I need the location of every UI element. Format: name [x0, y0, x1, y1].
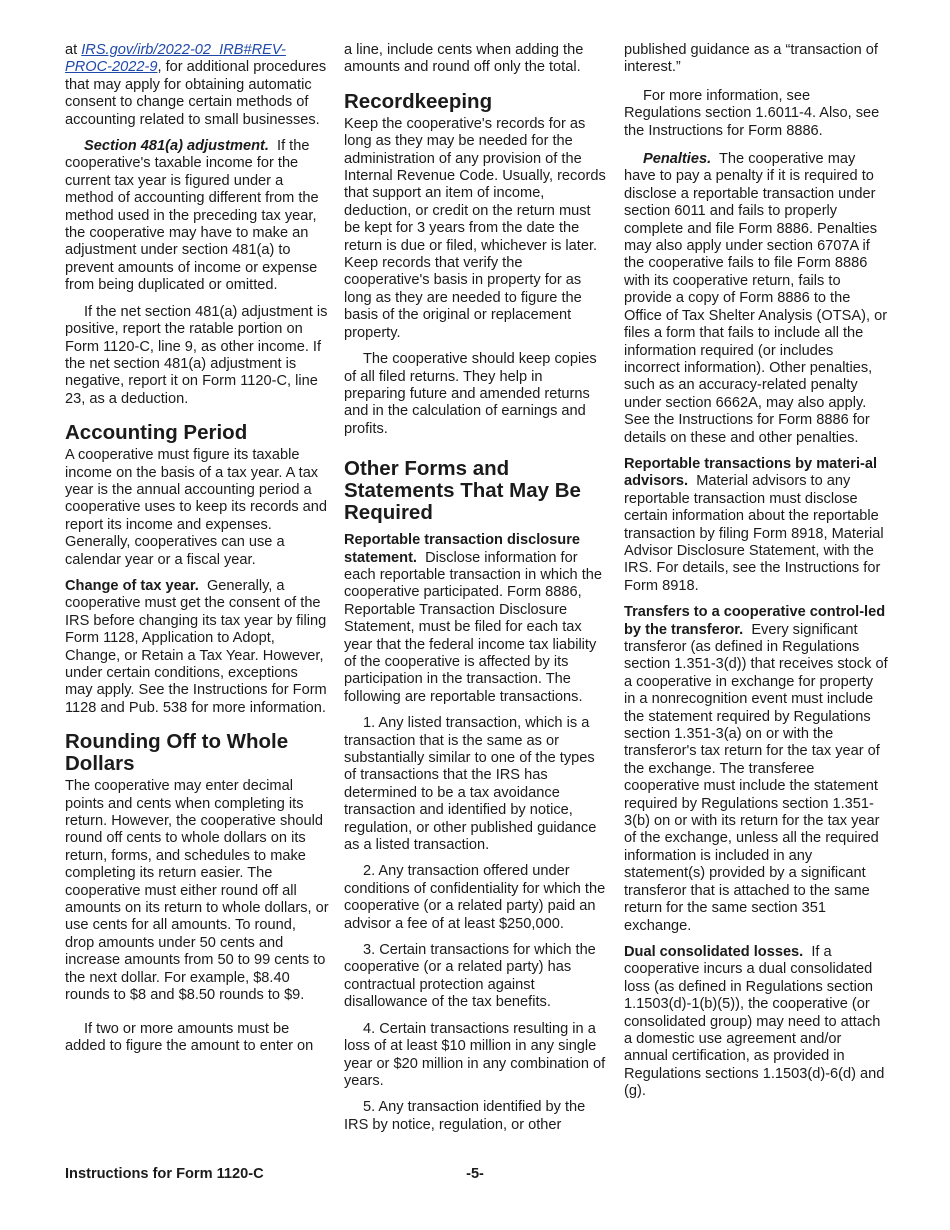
run-in-heading: Section 481(a) adjustment.	[84, 138, 269, 155]
paragraph-disclosure: Reportable transaction disclosure statement. Disclose information for each reportable transaction in which the cooperative participated. Form 8886, Reportable Transaction Disclosure Statement, must be filed for each tax year that the federal income tax liability of the cooperative is affected by its participation in the transaction. The following are reportable transactions.	[344, 532, 602, 705]
heading-recordkeeping: Recordkeeping	[344, 89, 493, 113]
run-in-heading: Penalties.	[643, 151, 712, 168]
heading-other-forms: Other Forms and Statements That May Be Required	[344, 457, 581, 525]
paragraph-penalties: Penalties. The cooperative may have to pay a penalty if it is required to disclose a reportable transaction under section 6011 and fails to properly complete and file Form 8886. Penalties may also apply under section 6707A if the cooperative fails to file Form 8886 with its cooperative return, fails to provide a copy of Form 8886 to the Office of Tax Shelter Analysis (OTSA), or files a form that fails to include all the information required (or includes incorrect information). Other penalties, such as an accuracy-related penalty under section 6662A, may also apply. See the Instructions for Form 8886 for details on these and other penalties.	[624, 151, 888, 446]
column-3	[624, 42, 888, 1110]
column-1	[65, 42, 329, 1064]
run-in-heading: Reportable transaction disclosure statement.	[344, 532, 580, 566]
paragraph: A cooperative must figure its taxable income on the basis of a tax year. A tax year is the annual accounting period a cooperative uses to keep its records and report its income and expenses. Generally, cooperatives can use a calendar year or a fiscal year.	[65, 447, 328, 568]
run-in-heading: Transfers to a cooperative control-led by the transferor.	[624, 604, 886, 638]
paragraph-material-advisors: Reportable transactions by materi-al advisors. Material advisors to any reportable transaction must disclose certain information about the reportable transaction by filing Form 8918, Material Advisor Disclosure Statement, with the IRS. For details, see the Instructions for Form 8918.	[624, 455, 884, 594]
paragraph: For more information, see Regulations section 1.6011-4. Also, see the Instructions for Form 8886.	[624, 87, 880, 139]
paragraph: If two or more amounts must be added to figure the amount to enter on	[65, 1020, 314, 1054]
paragraph: The cooperative may enter decimal points and cents when completing its return. However, the cooperative should round off cents to whole dollars on its return, forms, and schedules to make completing its return easier. The cooperative must either round off all amounts on its return to whole dollars, or use cents for all amounts. To round, drop amounts under 50 cents and increase amounts from 50 to 99 cents to the next dollar. For example, $8.40 rounds to $8 and $8.50 rounds to $9.	[65, 778, 329, 1004]
paragraph: published guidance as a “transaction of interest.”	[624, 42, 878, 76]
list-item: 2. Any transaction offered under conditions of confidentiality for which the cooperative (or a related party) paid an advisor a fee of at least $250,000.	[344, 863, 606, 932]
paragraph-section-481a: Section 481(a) adjustment. If the cooperative's taxable income for the current tax year is figured under a method of accounting different from the method used in the preceding tax year, the cooperative may have to make an adjustment under section 481(a) to prevent amounts of income or expense from being duplicated or omitted.	[65, 138, 319, 294]
heading-accounting-period: Accounting Period	[65, 421, 248, 445]
paragraph-change-of-tax-year: Change of tax year. Generally, a cooperative must get the consent of the IRS before changing its tax year by filing Form 1128, Application to Adopt, Change, or Retain a Tax Year. However, under certain conditions, exceptions may apply. See the Instructions for Form 1128 and Pub. 538 for more information.	[65, 577, 327, 716]
irb-link[interactable]: IRS.gov/irb/2022-02_IRB#REV-PROC-2022-9	[65, 42, 286, 76]
list-item: 1. Any listed transaction, which is a transaction that is the same as or substantially similar to one of the types of transactions that the IRS has determined to be a tax avoidance transaction and identified by notice, regulation, or other published guidance as a listed transaction.	[344, 715, 597, 854]
paragraph-rev-proc: at IRS.gov/irb/2022-02_IRB#REV-PROC-2022-9, for additional procedures that may apply for obtaining automatic consent to change certain methods of accounting related to small businesses.	[65, 42, 327, 128]
page-number: -5-	[466, 1166, 484, 1182]
run-in-heading: Reportable transactions by materi-al advisors.	[624, 455, 878, 490]
paragraph: a line, include cents when adding the amounts and round off only the total.	[344, 42, 584, 76]
list-item: 3. Certain transactions for which the cooperative (or a related party) has contractual protection against disallowance of the tax benefits.	[344, 942, 596, 1011]
run-in-heading: Change of tax year.	[65, 577, 199, 594]
paragraph: Keep the cooperative's records for as long as they may be needed for the administration of any provision of the Internal Revenue Code. Usually, records that support an item of income, deduction, or credit on the return must be kept for 3 years from the date the return is due or filed, whichever is later. Keep records that verify the cooperative's basis in property for as long as they are needed to figure the basis of the original or replacement property.	[344, 115, 606, 341]
paragraph-dual-consolidated: Dual consolidated losses. If a cooperative incurs a dual consolidated loss (as defined in Regulations section 1.1503(d)-1(b)(5)), the cooperative (or consolidated group) may need to attach a domestic use agreement and/or annual certification, as provided in Regulations sections 1.1503(d)-6(d) and (g).	[624, 943, 885, 1100]
paragraph: The cooperative should keep copies of all filed returns. They help in preparing future and amended returns and in the calculation of earnings and profits.	[344, 351, 597, 437]
column-2	[344, 42, 608, 1143]
footer-form-title: Instructions for Form 1120-C	[65, 1166, 264, 1182]
list-item: 5. Any transaction identified by the IRS by notice, regulation, or other	[344, 1099, 586, 1133]
run-in-heading: Dual consolidated losses.	[624, 943, 804, 960]
list-item: 4. Certain transactions resulting in a loss of at least $10 million in any single year or $20 million in any combination of years.	[344, 1020, 606, 1089]
heading-rounding: Rounding Off to Whole Dollars	[65, 730, 289, 776]
paragraph-transfers: Transfers to a cooperative control-led by the transferor. Every significant transferor (as defined in Regulations section 1.351-3(d)) that receives stock of a cooperative in exchange for property in a nonrecognition event must include the statement required by Regulations section 1.351-3(a) on or with the transferor's tax return for the tax year of the exchange. The transferee cooperative must include the statement required by Regulations section 1.351-3(b) on or with its return for the tax year of the exchange, unless all the required information is included in any statement(s) provided by a significant transferor that is attached to the same return for the same section 351 exchange.	[624, 604, 888, 934]
paragraph: If the net section 481(a) adjustment is positive, report the ratable portion on Form 1120-C, line 9, as other income. If the net section 481(a) adjustment is negative, report it on Form 1120-C, line 23, as a deduction.	[65, 303, 328, 407]
